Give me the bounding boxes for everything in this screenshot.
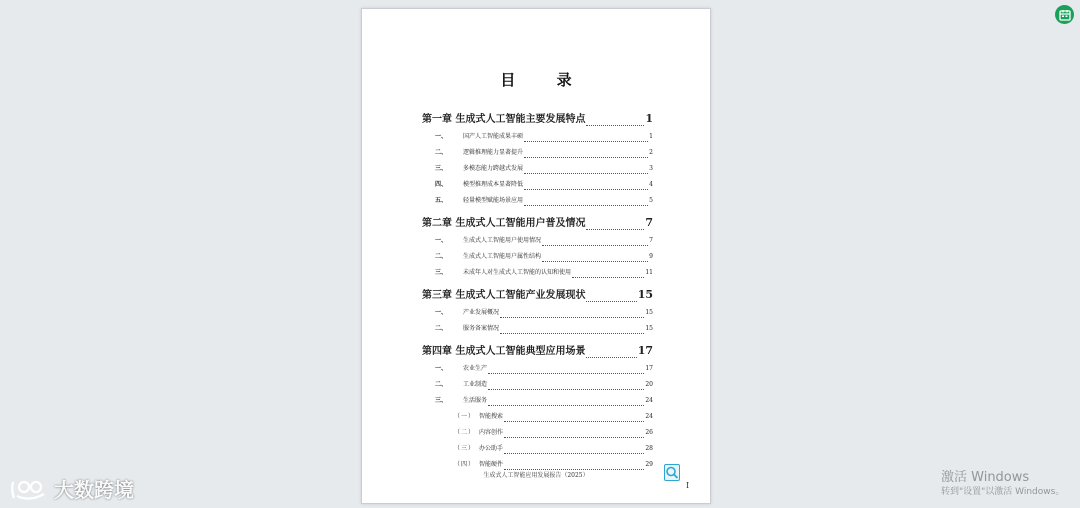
toc-section-row[interactable]: [422, 321, 653, 337]
toc-entry-label: 产业发展概况: [463, 309, 500, 316]
toc-entry-label: 服务备案情况: [463, 325, 500, 332]
toc-section-row[interactable]: [422, 177, 653, 193]
toc-entry-page: 15: [637, 288, 653, 301]
toc-section-row[interactable]: [422, 305, 653, 321]
dot-leader: [488, 405, 644, 406]
toc-entry-index: （二）: [454, 429, 476, 436]
dot-leader: [586, 125, 644, 126]
toc-section-row[interactable]: [422, 249, 653, 265]
toc-entry-index: （三）: [454, 445, 476, 452]
dot-leader: [504, 453, 644, 454]
toc-sub-row[interactable]: [422, 425, 653, 441]
toc-entry-index: 二、: [435, 253, 448, 260]
toc-entry-page: 24: [645, 397, 653, 404]
toc-entry-page: 17: [645, 365, 653, 372]
toc-entry-page: 17: [637, 344, 653, 357]
toc-entry-label: 第二章 生成式人工智能用户普及情况: [422, 218, 586, 229]
watermark-text: 大数跨境: [54, 478, 134, 502]
toc-entry-index: 一、: [435, 237, 448, 244]
toc-entry-page: 9: [649, 253, 653, 260]
toc-section-row[interactable]: [422, 145, 653, 161]
toc-entry-label: 多模态能力跨越式发展: [463, 165, 524, 172]
toc-section-row[interactable]: [422, 193, 653, 209]
dot-leader: [500, 333, 644, 334]
toc-section-row[interactable]: [422, 393, 653, 409]
dot-leader: [524, 157, 648, 158]
toc-entry-page: 5: [649, 197, 653, 204]
table-of-contents: [422, 105, 653, 473]
toc-entry-page: 29: [645, 461, 653, 468]
toc-entry-label: 第三章 生成式人工智能产业发展现状: [422, 290, 586, 301]
toc-entry-label: 工业制造: [463, 381, 488, 388]
toc-chapter-row[interactable]: [422, 341, 653, 361]
dot-leader: [488, 389, 644, 390]
toc-entry-label: 国产人工智能成果丰硕: [463, 133, 524, 140]
toc-entry-page: 3: [649, 165, 653, 172]
toc-entry-index: 三、: [435, 397, 448, 404]
toc-entry-index: 一、: [435, 309, 448, 316]
toc-entry-label: 第四章 生成式人工智能典型应用场景: [422, 346, 586, 357]
toc-entry-index: 四、: [435, 181, 448, 188]
toc-chapter-row[interactable]: [422, 285, 653, 305]
toc-entry-label: 农业生产: [463, 365, 488, 372]
toc-entry-index: 二、: [435, 381, 448, 388]
toc-entry-page: 15: [645, 325, 653, 332]
toc-section-row[interactable]: [422, 129, 653, 145]
toc-entry-page: 24: [645, 413, 653, 420]
activation-subtitle: 转到"设置"以激活 Windows。: [941, 487, 1065, 497]
dot-leader: [524, 141, 648, 142]
dot-leader: [586, 229, 644, 230]
toc-chapter-row[interactable]: [422, 213, 653, 233]
toc-section-row[interactable]: [422, 233, 653, 249]
toc-entry-label: 生成式人工智能用户属性结构: [463, 253, 542, 260]
toc-entry-index: 三、: [435, 165, 448, 172]
toc-entry-label: 办公助手: [479, 445, 504, 452]
toc-entry-index: 三、: [435, 269, 448, 276]
search-icon[interactable]: [664, 464, 680, 481]
toc-entry-index: （一）: [454, 413, 476, 420]
page-number: I: [686, 481, 690, 490]
dot-leader: [586, 301, 636, 302]
toc-entry-index: 五、: [435, 197, 448, 204]
dot-leader: [524, 205, 648, 206]
toc-sub-row[interactable]: [422, 441, 653, 457]
toc-entry-page: 1: [649, 133, 653, 140]
dot-leader: [504, 421, 644, 422]
activation-title: 激活 Windows: [941, 470, 1030, 485]
dot-leader: [524, 173, 648, 174]
toc-entry-label: 生成式人工智能用户使用情况: [463, 237, 542, 244]
toc-entry-page: 7: [649, 237, 653, 244]
document-page: [361, 8, 711, 504]
toc-entry-page: 20: [645, 381, 653, 388]
toc-entry-label: 内容创作: [479, 429, 504, 436]
toc-section-row[interactable]: [422, 161, 653, 177]
toc-section-row[interactable]: [422, 377, 653, 393]
toc-entry-label: 智能搜索: [479, 413, 504, 420]
toc-entry-label: 模型推理成本显著降低: [463, 181, 524, 188]
toc-section-row[interactable]: [422, 265, 653, 281]
toc-entry-label: 智能硬件: [479, 461, 504, 468]
toc-entry-page: 15: [645, 309, 653, 316]
toc-entry-page: 28: [645, 445, 653, 452]
dot-leader: [542, 245, 648, 246]
dot-leader: [500, 317, 644, 318]
windows-activation-notice: [941, 470, 1064, 499]
logo-icon: [10, 478, 50, 500]
toc-title: 目 录: [500, 71, 590, 89]
dot-leader: [586, 357, 636, 358]
dot-leader: [524, 189, 648, 190]
toc-entry-label: 生活服务: [463, 397, 488, 404]
calendar-icon[interactable]: [1055, 5, 1074, 24]
watermark: [10, 474, 134, 503]
page-footer: 生成式人工智能应用发展报告（2025）: [483, 472, 589, 479]
toc-entry-page: 11: [645, 269, 653, 276]
toc-entry-page: 4: [649, 181, 653, 188]
toc-entry-page: 1: [645, 112, 653, 125]
toc-entry-index: 二、: [435, 325, 448, 332]
dot-leader: [504, 437, 644, 438]
toc-entry-index: 一、: [435, 133, 448, 140]
toc-entry-page: 2: [649, 149, 653, 156]
dot-leader: [542, 261, 648, 262]
toc-entry-index: 一、: [435, 365, 448, 372]
dot-leader: [572, 277, 644, 278]
toc-sub-row[interactable]: [422, 409, 653, 425]
toc-entry-index: 二、: [435, 149, 448, 156]
toc-section-row[interactable]: [422, 361, 653, 377]
toc-entry-label: 第一章 生成式人工智能主要发展特点: [422, 114, 586, 125]
toc-entry-page: 7: [645, 216, 653, 229]
toc-entry-index: （四）: [454, 461, 476, 468]
dot-leader: [488, 373, 644, 374]
toc-entry-label: 轻量模型赋能场景应用: [463, 197, 524, 204]
toc-entry-label: 未成年人对生成式人工智能的认知和使用: [463, 269, 572, 276]
toc-entry-label: 逻辑推理能力显著提升: [463, 149, 524, 156]
toc-entry-page: 26: [645, 429, 653, 436]
toc-chapter-row[interactable]: [422, 109, 653, 129]
